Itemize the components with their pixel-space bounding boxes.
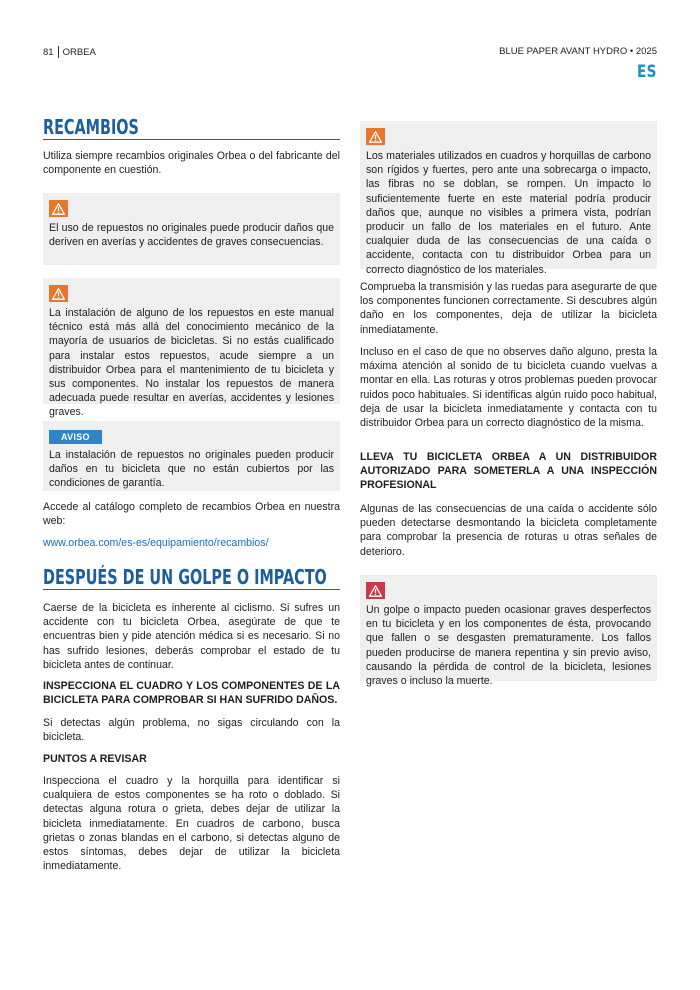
inspect-heading: INSPECCIONA EL CUADRO Y LOS COMPONENTES DE LA BICICLETA PARA COMPROBAR SI HAN SUFRIDO DAÑOS. <box>43 680 340 707</box>
warning-box-carbon-materials <box>360 121 657 276</box>
warning-text: El uso de repuestos no originales puede producir daños que deriven en averías y accidentes de graves consecuencias. <box>49 222 334 249</box>
transmission-text: Comprueba la transmisión y las ruedas para asegurarte de que los componentes funcionen correctamente. Si descubres algún daño en los componentes, deja de utilizar la bicicleta inmediatamente. <box>360 281 657 336</box>
document-title: BLUE PAPER AVANT HYDRO • 2025 <box>499 46 657 57</box>
warning-box-original-parts <box>43 193 340 265</box>
notice-box-warranty <box>43 421 340 491</box>
recambios-intro: Utiliza siempre recambios originales Orbea o del fabricante del componente en cuestión. <box>43 150 340 177</box>
impact-intro: Caerse de la bicicleta es inherente al ciclismo. Si sufres un accidente con tu bicicleta Orbea, asegúrate de que te encuentras bien y pide atención médica si es necesario. Si no has sufrido lesiones, deberás comprobar el estado de tu bicicleta antes de continuar. <box>43 602 340 671</box>
notice-text: La instalación de repuestos no originales pueden producir daños en tu bicicleta que no están cubiertos por las condiciones de garantía. <box>49 449 334 490</box>
header-divider <box>58 46 59 58</box>
warning-triangle-icon <box>366 128 385 145</box>
noise-text: Incluso en el caso de que no observes daño alguno, presta la máxima atención al sonido de tu bicicleta cuando vuelvas a montar en ella. Las roturas y otros problemas pueden provocar ruidos poco habituales. Si identificas algún ruido poco habitual, deja de usar la bicicleta inmediatamente y contacta con tu distribuidor Orbea para un correcto diagnóstico de la misma. <box>360 346 657 430</box>
danger-box-impact <box>360 575 657 688</box>
points-text: Inspecciona el cuadro y la horquilla para identificar si cualquiera de estos componentes se ha roto o doblado. Si detectas alguna rotura o grieta, debes dejar de utilizar la bicicleta inmediatamente. En cuadros de carbono, busca grietas o zonas blandas en el carbono, si detectas alguno de estos síntomas, debes dejar de utilizar la bicicleta inmediatamente. <box>43 775 340 873</box>
brand-name: ORBEA <box>62 46 96 58</box>
section-title-recambios: RECAMBIOS <box>43 116 340 140</box>
warning-text: La instalación de alguno de los repuestos en este manual técnico está más allá del conocimiento mecánico de la mayoría de usuarios de bicicletas. Si no estás cualificado para instalar estos repuestos, acude siempre a un distribuidor Orbea para el mantenimiento de tu bicicleta y sus componentes. No instalar los repuestos de manera adecuada puede resultar en averías, accidentes y lesiones graves. <box>49 307 334 419</box>
warning-text: Los materiales utilizados en cuadros y horquillas de carbono son rígidos y fuertes, pero ante una sobrecarga o impacto, las fibras no se doblan, se rompen. Un impacto lo suficientemente fuerte en este material podría producir daños que, aunque no visibles a primera vista, podrían producir un fallo de los materiales en el futuro. Ante cualquier duda de las consecuencias de una caída o accidente, contacta con tu distribuidor Orbea para un correcto diagnóstico de los materiales. <box>366 150 651 276</box>
danger-triangle-icon <box>366 582 385 599</box>
page-number: 81 <box>43 46 54 58</box>
catalog-link[interactable]: www.orbea.com/es-es/equipamiento/recambios/ <box>43 537 269 549</box>
page-header-left <box>43 46 96 58</box>
inspect-text: Si detectas algún problema, no sigas circulando con la bicicleta. <box>43 717 340 744</box>
language-code: ES <box>637 62 657 82</box>
catalog-text: Accede al catálogo completo de recambios Orbea en nuestra web: <box>43 501 340 528</box>
points-heading: PUNTOS A REVISAR <box>43 753 147 765</box>
dealer-heading: LLEVA TU BICICLETA ORBEA A UN DISTRIBUIDOR AUTORIZADO PARA SOMETERLA A UNA INSPECCIÓN PROFESIONAL <box>360 451 657 492</box>
warning-triangle-icon <box>49 285 68 302</box>
danger-text: Un golpe o impacto pueden ocasionar graves desperfectos en tu bicicleta y en los componentes de ésta, provocando que fallen o se desgasten prematuramente. Los fallos pueden producirse de manera repentina y sin previo aviso, causando la pérdida de control de la bicicleta, lesiones graves o incluso la muerte. <box>366 604 651 688</box>
warning-triangle-icon <box>49 200 68 217</box>
warning-box-installation <box>43 278 340 419</box>
dealer-text: Algunas de las consecuencias de una caída o accidente sólo pueden detectarse desmontando la bicicleta completamente para comprobar la presencia de roturas u otras señales de deterioro. <box>360 503 657 558</box>
section-title-impact: DESPUÉS DE UN GOLPE O IMPACTO <box>43 566 340 590</box>
aviso-label: AVISO <box>49 430 102 444</box>
